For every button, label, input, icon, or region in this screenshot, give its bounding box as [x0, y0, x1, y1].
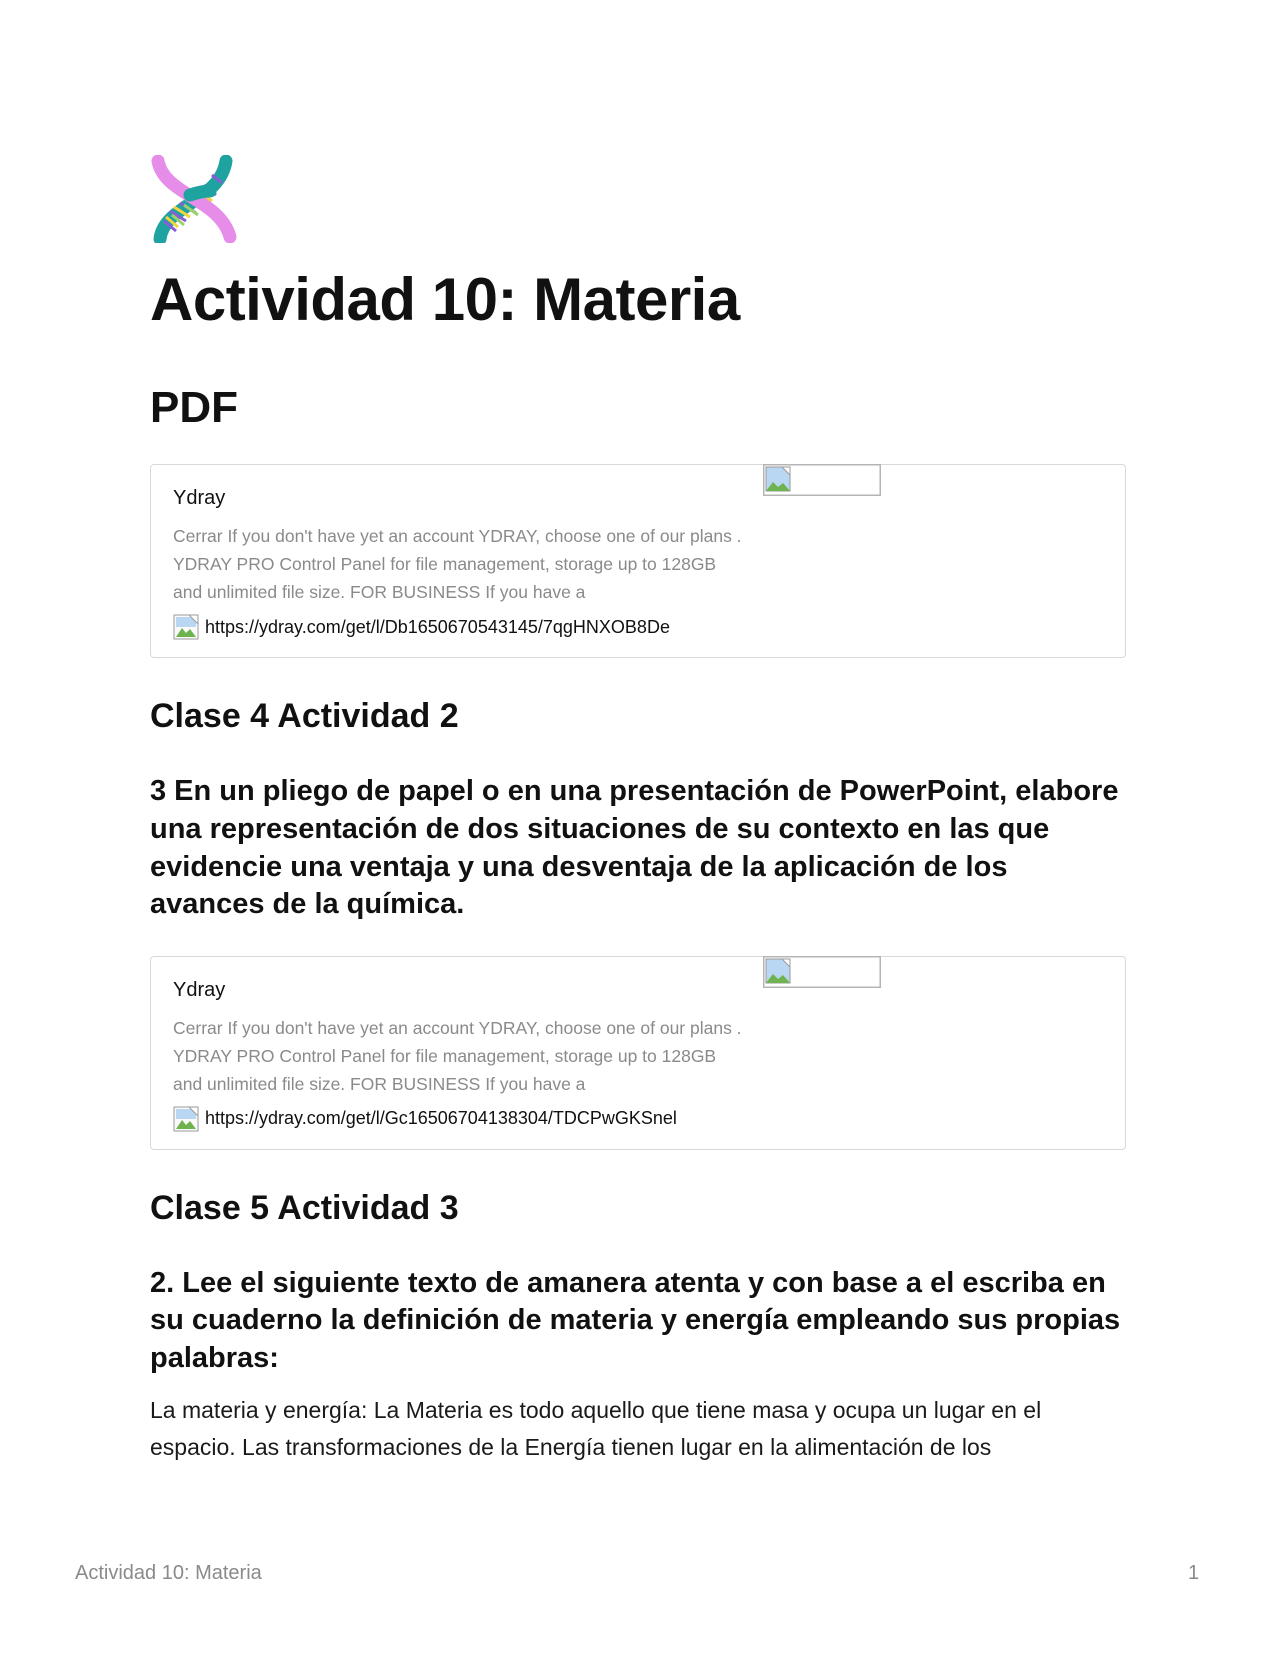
page-title: Actividad 10: Materia [150, 266, 740, 333]
broken-image-icon [173, 614, 199, 640]
broken-image-icon [763, 464, 881, 496]
clase5-question: 2. Lee el siguiente texto de amanera atenta y con base a el escriba en su cuaderno la definición de materia y energía empleando sus propias palabras: [150, 1266, 1121, 1375]
bookmark-card[interactable] [150, 956, 1126, 1150]
pdf-heading: PDF [150, 383, 238, 432]
clase4-heading: Clase 4 Actividad 2 [150, 697, 459, 736]
clase5-heading: Clase 5 Actividad 3 [150, 1188, 459, 1227]
bookmark-title: Ydray [173, 487, 226, 510]
page-content [150, 155, 1126, 1465]
clase5-body-text: La materia y energía: La Materia es todo aquello que tiene masa y ocupa un lugar en el espacio. Las transformaciones de la Energía tienen lugar en la alimentación de los [150, 1396, 1042, 1460]
bookmark-title: Ydray [173, 978, 226, 1001]
bookmark-link-row[interactable] [173, 614, 743, 640]
page-number: 1 [1188, 1562, 1200, 1584]
bookmark-link-row[interactable] [173, 1106, 743, 1132]
broken-image-icon [173, 1106, 199, 1132]
bookmark-card[interactable] [150, 464, 1126, 658]
bookmark-description: Cerrar If you don't have yet an account YDRAY, choose one of our plans . YDRAY PRO Control Panel for file management, storage up to 128GB and unlimited file size. FOR BUSINESS If you have a [173, 526, 742, 603]
bookmark-description: Cerrar If you don't have yet an account YDRAY, choose one of our plans . YDRAY PRO Control Panel for file management, storage up to 128GB and unlimited file size. FOR BUSINESS If you have a [173, 1017, 742, 1094]
clase4-question: 3 En un pliego de papel o en una presentación de PowerPoint, elabore una representación de dos situaciones de su contexto en las que evidencie una ventaja y una desventaja de la aplicación de los avances de la química. [150, 775, 1119, 921]
footer-title: Actividad 10: Materia [75, 1562, 262, 1584]
bookmark-url[interactable]: https://ydray.com/get/l/Db1650670543145/7qgHNXOB8De [205, 616, 670, 637]
dna-icon [150, 155, 238, 243]
bookmark-url[interactable]: https://ydray.com/get/l/Gc16506704138304/TDCPwGKSnel [205, 1108, 677, 1129]
broken-image-icon [763, 956, 881, 988]
